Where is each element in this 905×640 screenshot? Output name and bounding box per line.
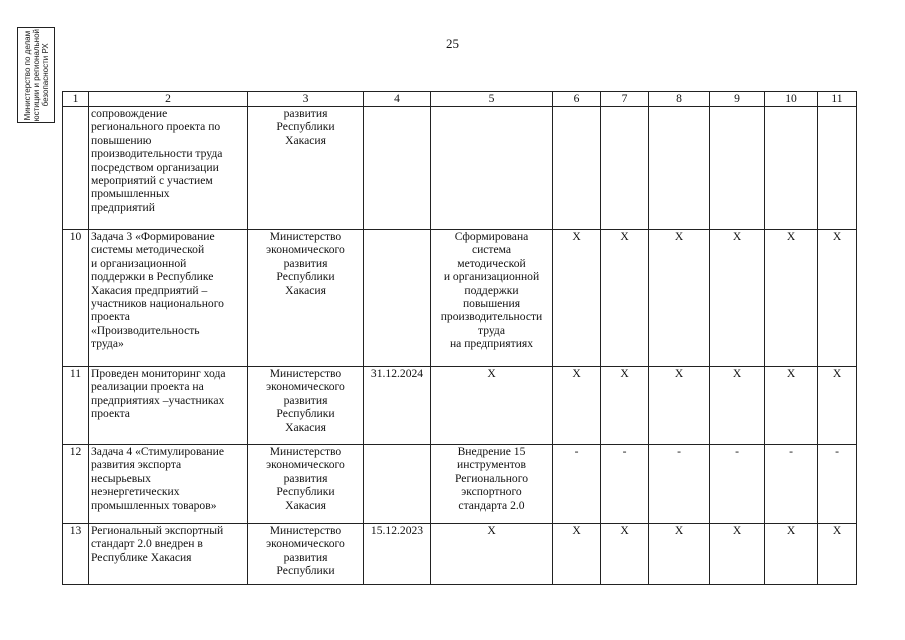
executor-line: Хакасия [285,283,326,297]
event-name-line: мероприятий с участием [91,174,213,188]
row-number [63,107,89,230]
mark-col-11: X [818,524,857,585]
stamp-line: Министерство по делам [22,30,32,120]
event-name-line: проекта [91,407,130,421]
event-name-line: Проведен мониторинг хода [91,367,226,380]
mark-col-7: X [601,367,649,445]
event-name [89,107,248,230]
executor-line: экономического [266,243,345,257]
mark-col-10: X [765,367,818,445]
mark-col-11: X [818,367,857,445]
mark-col-9 [710,107,765,230]
executor-line: Министерство [269,524,342,537]
deadline-date: 31.12.2024 [364,367,431,445]
expected-result [431,524,553,585]
mark-col-9: X [710,230,765,367]
event-name [89,230,248,367]
executor-line: Республики [276,120,335,134]
event-name-line: предприятиях –участниках [91,393,225,407]
event-name-line: производительности труда [91,147,223,161]
mark-col-6: X [553,230,601,367]
executor-line: Республики [276,485,335,499]
header-cell-1: 1 [63,92,89,107]
expected-result-line: инструментов [457,458,526,472]
event-name [89,445,248,524]
mark-col-10 [765,107,818,230]
event-name-line: Региональный экспортный [91,524,224,537]
row-number: 13 [63,524,89,585]
header-cell-8: 8 [649,92,710,107]
expected-result-line: поддержки [464,283,519,297]
mark-col-8: X [649,230,710,367]
mark-col-11: - [818,445,857,524]
event-name-line: Задача 3 «Формирование [91,230,215,243]
executor [248,445,364,524]
mark-col-7: - [601,445,649,524]
mark-col-8: X [649,524,710,585]
event-name-line: предприятий [91,200,155,214]
executor-line: развития [283,393,328,407]
executor-line: Министерство [269,367,342,380]
expected-result-line: X [487,367,496,380]
executor-line: Министерство [269,445,342,458]
table-row [63,107,857,230]
deadline-date [364,445,431,524]
header-cell-6: 6 [553,92,601,107]
event-name-line: участников национального [91,297,224,311]
executor [248,367,364,445]
header-cell-10: 10 [765,92,818,107]
executor-line: развития [283,471,328,485]
expected-result-line: методической [457,256,526,270]
mark-col-7 [601,107,649,230]
mark-col-10: - [765,445,818,524]
expected-result [431,107,553,230]
header-cell-2: 2 [89,92,248,107]
event-name-line: развития экспорта [91,458,182,472]
stamp-line: безопасности РХ [40,43,50,107]
event-name-line: Хакасия предприятий – [91,283,208,297]
mark-col-8: X [649,367,710,445]
table-row [63,230,857,367]
event-name-line: неэнергетических [91,485,180,499]
deadline-date [364,230,431,367]
expected-result-line: X [487,524,496,537]
executor-line: развития [283,256,328,270]
mark-col-6: X [553,367,601,445]
expected-result-line: стандарта 2.0 [458,498,525,512]
executor-line: Хакасия [285,498,326,512]
deadline-date [364,107,431,230]
event-name-line: повышению [91,133,152,147]
table-row [63,367,857,445]
header-cell-5: 5 [431,92,553,107]
header-cell-4: 4 [364,92,431,107]
event-name-line: и организационной [91,256,187,270]
event-name-line: реализации проекта на [91,380,204,394]
executor-line: развития [283,550,328,564]
header-cell-7: 7 [601,92,649,107]
event-name-line: системы методической [91,243,205,257]
event-name-line: поддержки в Республике [91,270,214,284]
executor-line: Республики [276,270,335,284]
expected-result-line: экспортного [461,485,522,499]
mark-col-10: X [765,524,818,585]
plan-table [62,91,857,585]
table-row [63,524,857,585]
mark-col-9: X [710,367,765,445]
expected-result-line: Сформирована [454,230,529,243]
executor [248,524,364,585]
executor-line: экономического [266,458,345,472]
stamp-line: юстиции и региональной [31,28,41,122]
expected-result-line: на предприятиях [449,337,534,351]
mark-col-9: X [710,524,765,585]
event-name [89,524,248,585]
expected-result-line: и организационной [443,270,540,284]
event-name-line: стандарт 2.0 внедрен в [91,537,203,551]
executor-line: Хакасия [285,420,326,434]
expected-result-line: Внедрение 15 [457,445,526,458]
mark-col-8 [649,107,710,230]
expected-result-line: повышения [462,297,521,311]
mark-col-6: X [553,524,601,585]
event-name-line: регионального проекта по [91,120,221,134]
expected-result-line: труда [478,323,505,337]
executor-line: Министерство [269,230,342,243]
event-name-line: сопровождение [91,107,168,120]
executor-line: экономического [266,537,345,551]
page-number: 25 [446,36,459,51]
mark-col-7: X [601,524,649,585]
executor-line: Республики [276,407,335,421]
expected-result [431,445,553,524]
row-number: 10 [63,230,89,367]
executor-line: экономического [266,380,345,394]
expected-result [431,230,553,367]
table-row [63,445,857,524]
mark-col-11: X [818,230,857,367]
expected-result-line: система [471,243,512,257]
event-name-line: труда» [91,337,124,351]
executor [248,230,364,367]
event-name-line: «Производительность [91,323,200,337]
mark-col-11 [818,107,857,230]
mark-col-6: - [553,445,601,524]
expected-result-line: производительности [440,310,543,324]
header-cell-9: 9 [710,92,765,107]
deadline-date: 15.12.2023 [364,524,431,585]
event-name-line: проекта [91,310,130,324]
mark-col-9: - [710,445,765,524]
expected-result-line: Регионального [455,471,528,485]
header-cell-3: 3 [248,92,364,107]
row-number: 12 [63,445,89,524]
event-name-line: несырьевых [91,471,151,485]
mark-col-10: X [765,230,818,367]
mark-col-8: - [649,445,710,524]
executor-line: Республики [276,564,335,578]
executor-line: Хакасия [285,133,326,147]
row-number: 11 [63,367,89,445]
expected-result [431,367,553,445]
event-name-line: Республике Хакасия [91,550,192,564]
event-name-line: промышленных товаров» [91,498,217,512]
event-name [89,367,248,445]
table-header-row [63,92,857,107]
event-name-line: Задача 4 «Стимулирование [91,445,224,458]
event-name-line: посредством организации [91,160,219,174]
mark-col-6 [553,107,601,230]
event-name-line: промышленных [91,187,170,201]
mark-col-7: X [601,230,649,367]
header-cell-11: 11 [818,92,857,107]
executor [248,107,364,230]
executor-line: развития [283,107,328,120]
